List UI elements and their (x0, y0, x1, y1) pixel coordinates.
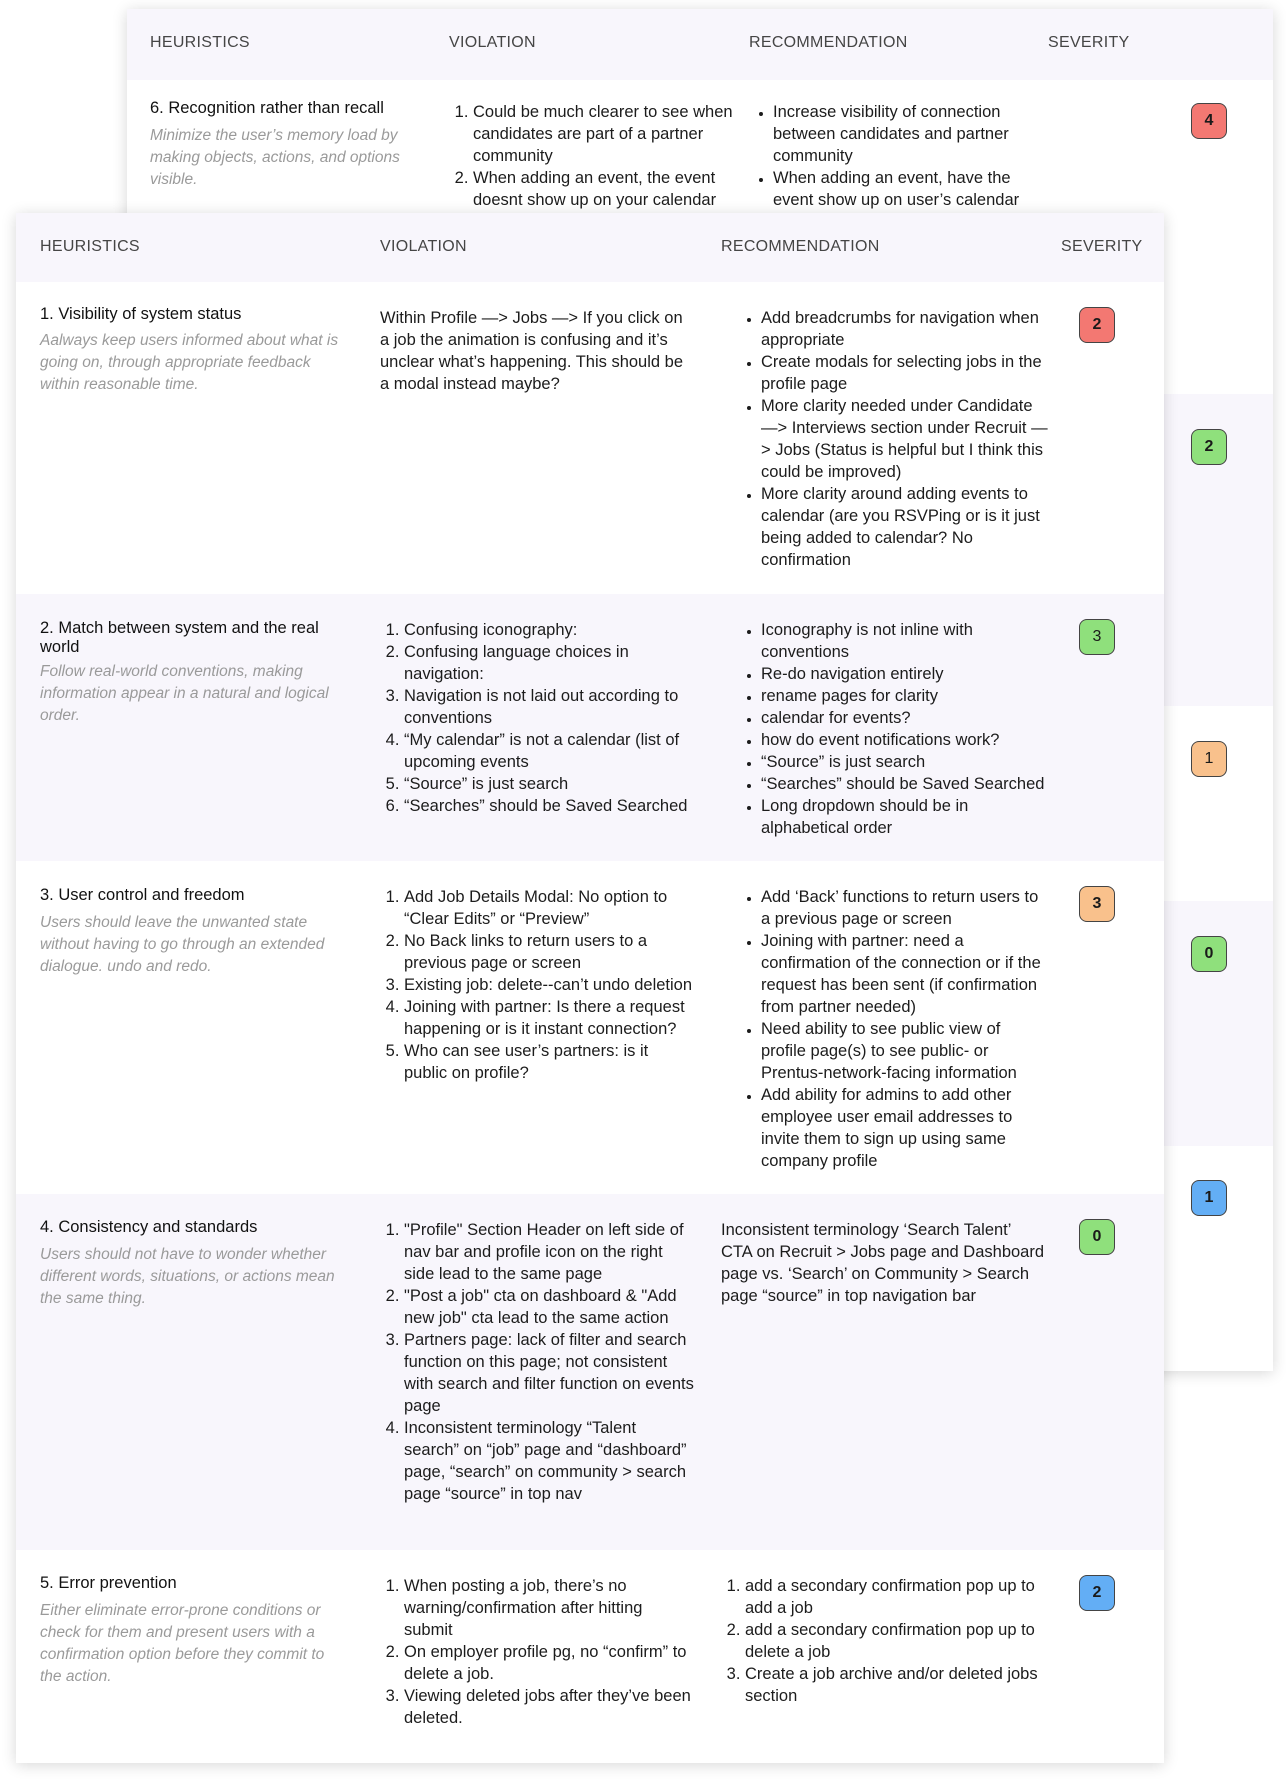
col-heuristics: HEURISTICS (150, 34, 250, 51)
severity-badge: 2 (1191, 429, 1227, 465)
list-item: • Add ability for admins to add other employee user email addresses to invite them to sign up using same company profile (761, 1084, 1049, 1172)
list-item: • how do event notifications work? (761, 729, 1049, 751)
recommendation-cell (737, 886, 1049, 1172)
list-item: 5. “Source” is just search (404, 773, 695, 795)
recommendation-cell (721, 1219, 1046, 1307)
list-item: 3. Create a job archive and/or deleted jobs section (745, 1663, 1046, 1707)
list-item: 5. Who can see user’s partners: is it public on profile? (404, 1040, 695, 1084)
heuristic-description: Aalways keep users informed about what is going on, through appropriate feedback within reasonable time. (40, 332, 339, 393)
table-row (16, 1194, 1164, 1550)
list-item: • Iconography is not inline with conventions (761, 619, 1049, 663)
heuristic-title: 2. Match between system and the real world (40, 619, 319, 656)
list-item: 2. When adding an event, the event doesnt show up on your calendar (473, 167, 739, 233)
violation-cell (380, 1219, 695, 1505)
list-item: • When adding an event, have the event show up on user’s calendar (773, 167, 1044, 233)
heuristic-description: Follow real-world conventions, making information appear in a natural and logical order. (40, 663, 329, 724)
heuristic-description: Users should leave the unwanted state without having to go through an extended dialogue. undo and redo. (40, 914, 325, 975)
heuristic-description: Minimize the user’s memory load by making objects, actions, and options visible. (150, 127, 400, 188)
recommendation-cell (721, 1575, 1046, 1707)
list-item: 4. “My calendar” is not a calendar (list of upcoming events (404, 729, 695, 773)
heuristic-title: 4. Consistency and standards (40, 1218, 258, 1236)
violation-cell (380, 307, 695, 395)
list-item: • Add breadcrumbs for navigation when appropriate (761, 307, 1049, 351)
violation-text: Within Profile —> Jobs —> If you click on a job the animation is confusing and it’s unclear what’s happening. This should be a modal instead maybe? (380, 309, 684, 393)
list-item: 3. Navigation is not laid out according to conventions (404, 685, 695, 729)
recommendation-text: Inconsistent terminology ‘Search Talent’ CTA on Recruit > Jobs page and Dashboard page vs. ‘Search’ on Community > Search page “source” in top navigation bar (721, 1221, 1045, 1305)
list-item: • More clarity needed under Candidate —> Interviews section under Recruit —> Jobs (Status is helpful but I think this could be improved) (761, 395, 1049, 483)
heuristic-title: 1. Visibility of system status (40, 305, 242, 323)
col-heuristics: HEURISTICS (40, 238, 140, 255)
list-item: 4. Inconsistent terminology “Talent search” on “job” page and “dashboard” page, “search” on community > search page “source” in top nav (404, 1417, 695, 1505)
col-violation: VIOLATION (380, 238, 467, 255)
recommendation-cell (737, 619, 1049, 839)
list-item: • “Searches” should be Saved Searched (761, 773, 1049, 795)
heuristics-table (16, 213, 1164, 1763)
list-item: 3. Partners page: lack of filter and search function on this page; not consistent with search and filter function on events page (404, 1329, 695, 1417)
list-item: 3. Existing job: delete--can’t undo deletion (404, 974, 695, 996)
list-item: • Long dropdown should be in alphabetical order (761, 795, 1049, 839)
table-row (16, 282, 1164, 594)
severity-badge: 3 (1079, 619, 1115, 655)
list-item: • Add ‘Back’ functions to return users to a previous page or screen (761, 886, 1049, 930)
list-item: 1. When posting a job, there’s no warning/confirmation after hitting submit (404, 1575, 695, 1641)
col-recommendation: RECOMMENDATION (749, 34, 908, 51)
list-item: 1. Confusing iconography: (404, 619, 695, 641)
list-item: 2. No Back links to return users to a previous page or screen (404, 930, 695, 974)
list-item: • Increase visibility of connection between candidates and partner community (773, 101, 1044, 167)
severity-badge: 4 (1191, 103, 1227, 139)
heuristic-title: 6. Recognition rather than recall (150, 99, 384, 117)
severity-badge: 2 (1079, 307, 1115, 343)
list-item: 2. On employer profile pg, no “confirm” to delete a job. (404, 1641, 695, 1685)
list-item: • Joining with partner: need a confirmation of the connection or if the request has been sent (if confirmation from partner needed) (761, 930, 1049, 1018)
list-item: 4. Joining with partner: Is there a request happening or is it instant connection? (404, 996, 695, 1040)
list-item: • Create modals for selecting jobs in the profile page (761, 351, 1049, 395)
heuristic-title: 3. User control and freedom (40, 886, 245, 904)
table-row (16, 861, 1164, 1194)
list-item: 1. Add Job Details Modal: No option to “Clear Edits” or “Preview” (404, 886, 695, 930)
severity-badge: 0 (1079, 1219, 1115, 1255)
severity-badge: 3 (1079, 886, 1115, 922)
list-item: • More clarity around adding events to calendar (are you RSVPing or is it just being added to calendar? No confirmation (761, 483, 1049, 571)
list-item: • rename pages for clarity (761, 685, 1049, 707)
severity-badge: 0 (1191, 936, 1227, 972)
list-item: • Re-do navigation entirely (761, 663, 1049, 685)
violation-cell (380, 619, 695, 817)
list-item: 2. Confusing language choices in navigation: (404, 641, 695, 685)
severity-badge: 2 (1079, 1575, 1115, 1611)
col-severity: SEVERITY (1048, 34, 1130, 51)
list-item: 6. “Searches” should be Saved Searched (404, 795, 695, 817)
col-recommendation: RECOMMENDATION (721, 238, 880, 255)
col-violation: VIOLATION (449, 34, 536, 51)
col-severity: SEVERITY (1061, 238, 1143, 255)
recommendation-cell (737, 307, 1049, 571)
list-item: 2. "Post a job" cta on dashboard & "Add new job" cta lead to the same action (404, 1285, 695, 1329)
heuristic-description: Users should not have to wonder whether different words, situations, or actions mean the same thing. (40, 1246, 335, 1307)
table-row (16, 1550, 1164, 1763)
list-item: 2. add a secondary confirmation pop up to delete a job (745, 1619, 1046, 1663)
list-item: 1. "Profile" Section Header on left side of nav bar and profile icon on the right side lead to the same page (404, 1219, 695, 1285)
table-header (16, 213, 1164, 282)
severity-badge: 1 (1191, 1180, 1227, 1216)
list-item: 1. add a secondary confirmation pop up to add a job (745, 1575, 1046, 1619)
violation-cell (380, 886, 695, 1084)
violation-cell (380, 1575, 695, 1729)
heuristic-title: 5. Error prevention (40, 1574, 177, 1592)
list-item: • calendar for events? (761, 707, 1049, 729)
table-row (16, 594, 1164, 861)
list-item: 3. Viewing deleted jobs after they’ve been deleted. (404, 1685, 695, 1729)
heuristic-description: Either eliminate error-prone conditions or check for them and present users with a confirmation option before they commit to the action. (40, 1602, 325, 1685)
severity-badge: 1 (1191, 741, 1227, 777)
list-item: 1. Could be much clearer to see when candidates are part of a partner community (473, 101, 739, 167)
list-item: • “Source” is just search (761, 751, 1049, 773)
table-header (127, 9, 1273, 80)
list-item: • Need ability to see public view of profile page(s) to see public- or Prentus-network-facing information (761, 1018, 1049, 1084)
